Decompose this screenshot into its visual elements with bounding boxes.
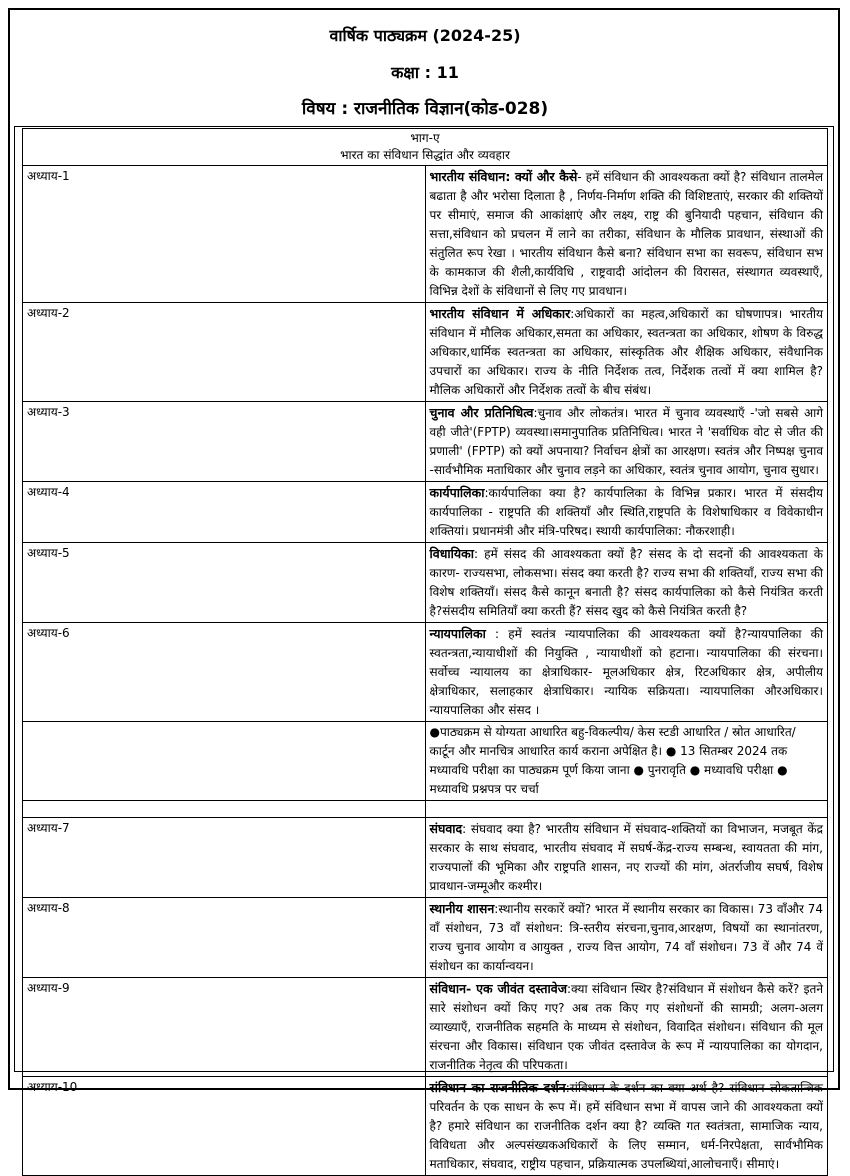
chapter-row [23,818,828,898]
chapter-number: अध्याय-2 [23,303,426,402]
chapter-content [425,623,828,722]
chapter-title: संविधान- एक जीवंत दस्तावेज [429,981,568,996]
chapter-row [23,543,828,623]
blank-cell [425,801,828,818]
chapter-title: न्यायपालिका [429,626,486,641]
chapter-title: भारतीय संविधान में अधिकार [429,306,571,321]
chapter-number: अध्याय-4 [23,482,426,543]
chapter-row [23,166,828,303]
chapter-number: अध्याय-9 [23,978,426,1077]
chapter-text: :कार्यपालिका क्या है? कार्यपालिका के विभिन्न प्रकार। भारत में संसदीय कार्यपालिका - राष्ट्रपति की शक्तियाँ और स्थिति,राष्ट्रपति के विशेषाधिकार व विवेकाधीन शक्तियां। प्रधानमंत्री और मंत्रि-परिषद। स्थायी कार्यपालिका: नौकरशाही। [429,486,823,538]
chapter-content [425,482,828,543]
midterm-note: ●पाठ्यक्रम से योग्यता आधारित बहु-विकल्पीय/ केस स्टडी आधारित / स्रोत आधारित/ कार्टून और मानचित्र आधारित कार्य कराना अपेक्षित है। ● 13 सितम्बर 2024 तक मध्यावधि परीक्षा का पाठ्यक्रम पूर्ण किया जाना ● पुनरावृति ● मध्यावधि परीक्षा ● मध्यावधि प्रश्नपत्र पर चर्चा [425,722,828,801]
chapter-text: :संविधान के दर्शन का क्या अर्थ है? संविधान लोकतान्त्रिक परिवर्तन के एक साधन के रूप में। हमें संविधान सभा में वापस जाने की आवश्यकता क्यों है? हमारे संविधान का राजनीतिक दर्शन क्या है? व्यक्ति गत स्वतंत्रता, सामाजिक न्याय, विविधता और अल्पसंख्यकअधिकारों के लिए सम्मान, धर्म-निरपेक्षता, सार्वभौमिक मताधिकार, संघवाद, राष्ट्रीय पहचान, प्रक्रियात्मक उपलब्धियां,आलोचनाएँ। सीमाएं। [429,1081,823,1171]
chapter-content [425,543,828,623]
chapter-number: अध्याय-1 [23,166,426,303]
chapter-row [23,402,828,482]
chapter-text: - हमें संविधान की आवश्यकता क्यों है? संविधान तालमेल बढाता है और भरोसा दिलाता है , निर्णय-निर्माण शक्ति की विशिष्टताएं, सरकार की शक्तियों पर सीमाएं, समाज की आकांक्षाएं और लक्ष्य, राष्ट्र की बुनियादी पहचान, संविधान की सत्ता,संविधान को प्रचलन में लाने का तरीका, संविधान के मौलिक प्रावधान, संस्थाओं की संतुलित रूप रेखा । भारतीय संविधान कैसे बना? संविधान सभा का सवरूप, संविधान सभ के कामकाज की शैली,कार्यविधि , राष्ट्रवादी आंदोलन की विरासत, संस्थागत व्यवस्थाएँ, विभिन्न देशों के संविधानों से लिए गए प्रावधान। [429,170,823,298]
chapter-title: भारतीय संविधान: क्यों और कैसे [429,169,578,184]
note-empty-cell [23,722,426,801]
chapter-content [425,166,828,303]
chapter-row [23,482,828,543]
chapter-row [23,303,828,402]
note-row [23,722,828,801]
chapter-number: अध्याय-5 [23,543,426,623]
chapter-title: चुनाव और प्रतिनिधित्व [429,405,534,420]
chapter-text: : हमें स्वतंत्र न्यायपालिका की आवश्यकता क्यों है?न्यायपालिका की स्वतन्त्रता,न्यायाधीशों की नियुक्ति , न्यायाधीशों को हटाना। न्यायपालिका की संरचना। सर्वोच्च न्यायालय का क्षेत्राधिकार- मूलअधिकार क्षेत्र, रिटअधिकार क्षेत्र, अपीलीय क्षेत्राधिकार, सलाहकार क्षेत्राधिकार। न्यायिक सक्रियता। न्यायपालिका औरअधिकार। न्यायपालिका और संसद । [429,627,823,717]
class-line: कक्षा : 11 [391,63,459,82]
chapter-content [425,1077,828,1176]
chapter-title: संविधान का राजनीतिक दर्शन [429,1080,566,1095]
chapter-text: : हमें संसद की आवश्यकता क्यों है? संसद के दो सदनों की आवश्यकता के कारण- राज्यसभा, लोकसभा। संसद क्या करती है? राज्य सभा की शक्तियाँ, राज्य सभा की विशेष शक्तियाँ। संसद कैसे कानून बनाती है? संसद कार्यपालिका को कैसे नियंत्रित करती है?संसदीय समितियाँ क्या करती हैं? संसद खुद को कैसे नियंत्रित करती है? [429,547,823,618]
chapter-title: विधायिका [429,546,474,561]
chapter-number: अध्याय-10 [23,1077,426,1176]
chapter-title: संघवाद [429,821,463,836]
chapter-content [425,402,828,482]
chapter-content [425,898,828,978]
chapter-title: स्थानीय शासन [429,901,495,916]
chapter-row [23,1077,828,1176]
document-title: वार्षिक पाठ्यक्रम (2024-25) [329,26,521,45]
part-header [23,129,828,166]
subject-line: विषय : राजनीतिक विज्ञान(कोड-028) [301,99,549,119]
syllabus-table [22,128,828,1176]
part-header-row [23,129,828,166]
chapter-text: : संघवाद क्या है? भारतीय संविधान में संघवाद-शक्तियों का विभाजन, मजबूत केंद्र सरकार के साथ संघवाद, भारतीय संघवाद में सघर्ष-केंद्र-राज्य सम्बन्ध, स्वायतता की मांग, राज्यपालों की भूमिका और राष्ट्रपति शासन, नए राज्यों की मांग, अंतर्राजीय सघर्ष, विशेष प्रावधान-जम्मूऔर कश्मीर। [429,822,823,893]
blank-cell [23,801,426,818]
chapter-content [425,978,828,1077]
chapter-number: अध्याय-7 [23,818,426,898]
chapter-text: :चुनाव और लोकतंत्र। भारत में चुनाव व्यवस्थाएँ -'जो सबसे आगे वही जीते'(FPTP) व्यवस्था।समानुपातिक प्रतिनिधित्व। भारत ने 'सर्वाधिक वोट से जीत की प्रणाली' (FPTP) को क्यों अपनाया? निर्वाचन क्षेत्रों का आरक्षण। स्वतंत्र और निष्पक्ष चुनाव -सार्वभौमिक मताधिकार और चुनाव लड़ने का अधिकार, स्वतंत्र चुनाव आयोग, चुनाव सुधार। [429,406,823,477]
chapter-number: अध्याय-3 [23,402,426,482]
chapter-row [23,623,828,722]
part-label: भाग-ए [410,131,440,145]
chapter-content [425,818,828,898]
chapter-text: :अधिकारों का महत्व,अधिकारों का घोषणापत्र। भारतीय संविधान में मौलिक अधिकार,समता का अधिकार, स्वतन्त्रता का अधिकार, शोषण के विरुद्ध अधिकार,धार्मिक स्वतन्त्रता का अधिकार, सांस्कृतिक और शैक्षिक अधिकार, संवैधानिक उपचारों का अधिकार। राज्य के नीति निर्देशक तत्व, निर्देशक तत्वों में क्या शामिल है? मौलिक अधिकारों और निर्देशक तत्वों के बीच संबंध। [429,307,823,397]
blank-row [23,801,828,818]
chapter-text: :क्या संविधान स्थिर है?संविधान में संशोधन कैसे करें? इतने सारे संशोधन क्यों किए गए? अब तक किए गए संशोधनों की सामग्री; अलग-अलग व्याख्याएँ, राजनीतिक सहमति के माध्यम से संशोधन, विवादित संशोधन। संविधान की मूल संरचना और विकास। संविधान एक जीवंत दस्तावेज के रूप में न्यायपालिका का योगदान, राजनीतिक नेतृत्व की परिपकता। [429,982,823,1072]
chapter-content [425,303,828,402]
chapter-row [23,978,828,1077]
chapter-text: :स्थानीय सरकारें क्यों? भारत में स्थानीय सरकार का विकास। 73 वाँऔर 74 वाँ संशोधन, 73 वाँ संशोधन: त्रि-स्तरीय संरचना,चुनाव,आरक्षण, विषयों का स्थानांतरण, राज्य चुनाव आयोग व आयुक्त , राज्य वित्त आयोग, 74 वाँ संशोधन। 73 वें और 74 वें संशोधन का कार्यान्वयन। [429,902,823,973]
part-title: भारत का संविधान सिद्धांत और व्यवहार [340,148,510,162]
chapter-row [23,898,828,978]
chapter-title: कार्यपालिका [429,485,485,500]
chapter-number: अध्याय-8 [23,898,426,978]
chapter-number: अध्याय-6 [23,623,426,722]
